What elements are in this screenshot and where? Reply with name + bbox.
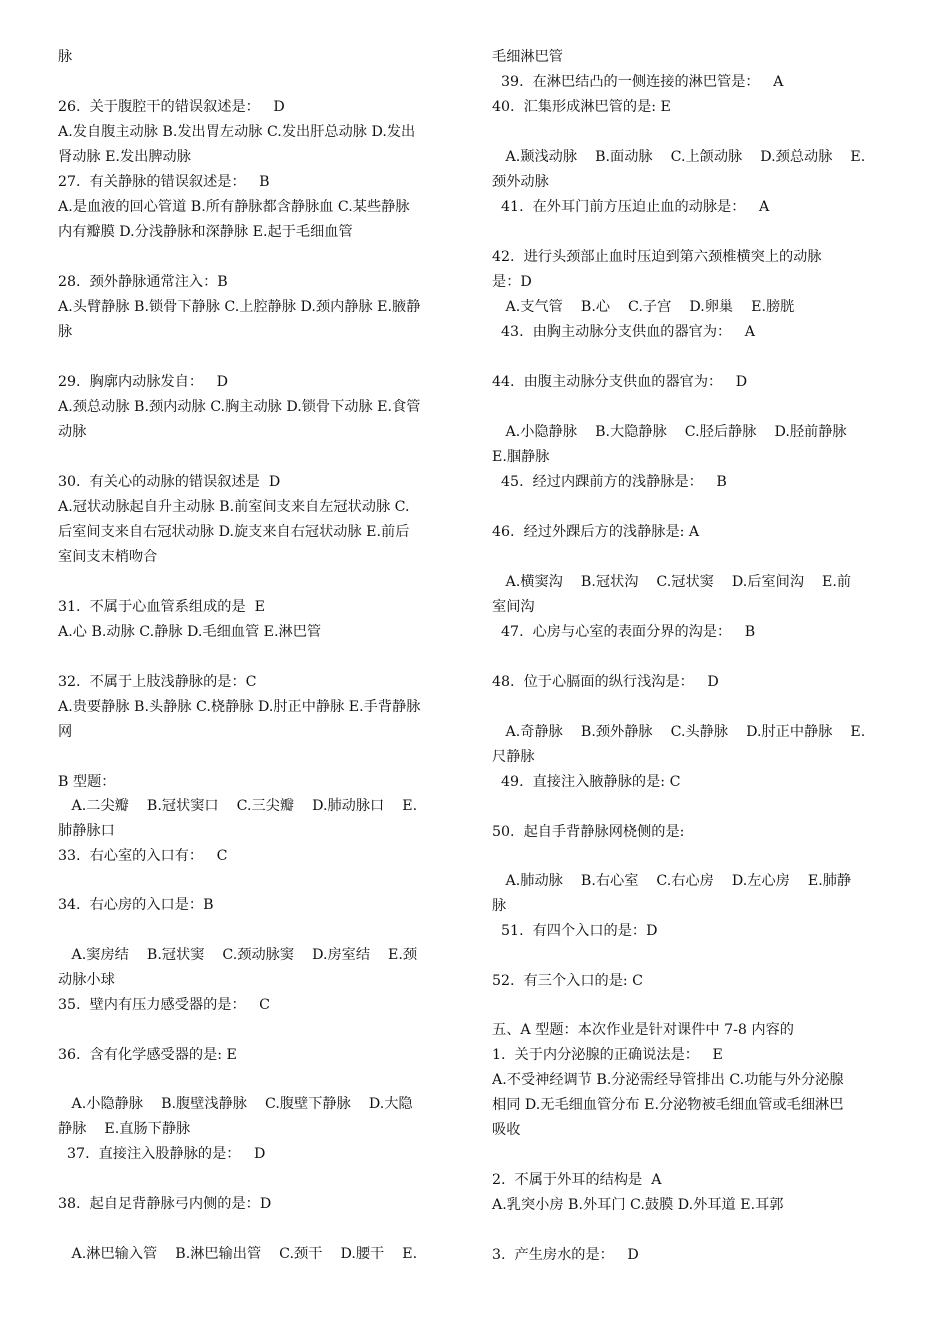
text-line: 26. 关于腹腔干的错误叙述是： D bbox=[58, 99, 285, 115]
text-line: 脉 bbox=[58, 49, 73, 65]
text-line: 2. 不属于外耳的结构是 A bbox=[492, 1172, 662, 1188]
text-line: 室间支末梢吻合 bbox=[58, 549, 158, 565]
text-line: 45. 经过内踝前方的浅静脉是： B bbox=[492, 474, 727, 490]
text-line: 尺静脉 bbox=[492, 749, 535, 765]
text-line: A.是血液的回心管道 B.所有静脉都含静脉血 C.某些静脉 bbox=[58, 199, 410, 215]
text-line: 脉 bbox=[58, 324, 73, 340]
text-line: A.肺动脉 B.右心室 C.右心房 D.左心房 E.肺静 bbox=[492, 873, 852, 889]
text-line: 31. 不属于心血管系组成的是 E bbox=[58, 599, 266, 615]
text-line: 吸收 bbox=[492, 1122, 521, 1138]
text-line: A.奇静脉 B.颈外静脉 C.头静脉 D.肘正中静脉 E. bbox=[492, 724, 866, 740]
text-line: 28. 颈外静脉通常注入：B bbox=[58, 274, 228, 290]
text-line: 毛细淋巴管 bbox=[492, 49, 563, 65]
text-line: A.颈总动脉 B.颈内动脉 C.胸主动脉 D.锁骨下动脉 E.食管 bbox=[58, 399, 421, 415]
text-line: 27. 有关静脉的错误叙述是： B bbox=[58, 174, 270, 190]
text-line: 33. 右心室的入口有： C bbox=[58, 848, 228, 864]
text-line: 51. 有四个入口的是：D bbox=[492, 923, 658, 939]
text-line: E.腘静脉 bbox=[492, 449, 550, 465]
text-line: 30. 有关心的动脉的错误叙述是 D bbox=[58, 474, 281, 490]
text-line: 43. 由胸主动脉分支供血的器官为： A bbox=[492, 324, 756, 340]
text-line: A.头臂静脉 B.锁骨下静脉 C.上腔静脉 D.颈内静脉 E.腋静 bbox=[58, 299, 421, 315]
text-line: 动脉 bbox=[58, 424, 87, 440]
text-line: 肺静脉口 bbox=[58, 823, 115, 839]
text-line: 相同 D.无毛细血管分布 E.分泌物被毛细血管或毛细淋巴 bbox=[492, 1097, 844, 1113]
text-line: 内有瓣膜 D.分浅静脉和深静脉 E.起于毛细血管 bbox=[58, 224, 353, 240]
text-line: 网 bbox=[58, 724, 73, 740]
text-line: 38. 起自足背静脉弓内侧的是：D bbox=[58, 1196, 272, 1212]
text-line: A.小隐静脉 B.腹壁浅静脉 C.腹壁下静脉 D.大隐 bbox=[58, 1096, 413, 1112]
text-line: 是：D bbox=[492, 274, 532, 290]
text-line: 36. 含有化学感受器的是: E bbox=[58, 1047, 237, 1063]
text-line: 1. 关于内分泌腺的正确说法是： E bbox=[492, 1047, 723, 1063]
text-line: 五、A 型题：本次作业是针对课件中 7-8 内容的 bbox=[492, 1022, 794, 1038]
text-line: A.小隐静脉 B.大隐静脉 C.胫后静脉 D.胫前静脉 bbox=[492, 424, 847, 440]
text-line: 40. 汇集形成淋巴管的是: E bbox=[492, 99, 671, 115]
text-line: 47. 心房与心室的表面分界的沟是： B bbox=[492, 624, 756, 640]
text-line: 脉 bbox=[492, 898, 507, 914]
text-line: 46. 经过外踝后方的浅静脉是: A bbox=[492, 524, 700, 540]
text-line: A.乳突小房 B.外耳门 C.鼓膜 D.外耳道 E.耳郭 bbox=[492, 1197, 784, 1213]
text-line: A.发自腹主动脉 B.发出胃左动脉 C.发出肝总动脉 D.发出 bbox=[58, 124, 416, 140]
text-line: A.冠状动脉起自升主动脉 B.前室间支来自左冠状动脉 C. bbox=[58, 499, 410, 515]
text-line: 34. 右心房的入口是：B bbox=[58, 897, 214, 913]
text-line: 室间沟 bbox=[492, 599, 535, 615]
text-line: A.贵要静脉 B.头静脉 C.桡静脉 D.肘正中静脉 E.手背静脉 bbox=[58, 699, 421, 715]
text-line: 52. 有三个入口的是: C bbox=[492, 973, 644, 989]
text-line: A.心 B.动脉 C.静脉 D.毛细血管 E.淋巴管 bbox=[58, 624, 322, 640]
text-line: 静脉 E.直肠下静脉 bbox=[58, 1121, 191, 1137]
text-line: 50. 起自手背静脉网桡侧的是: bbox=[492, 824, 685, 840]
text-line: 肾动脉 E.发出脾动脉 bbox=[58, 149, 191, 165]
text-line: A.颞浅动脉 B.面动脉 C.上颌动脉 D.颈总动脉 E. bbox=[492, 149, 866, 165]
text-line: 29. 胸廓内动脉发自： D bbox=[58, 374, 228, 390]
text-line: 42. 进行头颈部止血时压迫到第六颈椎横突上的动脉 bbox=[492, 249, 822, 265]
text-line: A.二尖瓣 B.冠状窦口 C.三尖瓣 D.肺动脉口 E. bbox=[58, 798, 418, 814]
text-line: A.横窦沟 B.冠状沟 C.冠状窦 D.后室间沟 E.前 bbox=[492, 574, 852, 590]
text-line: 39. 在淋巴结凸的一侧连接的淋巴管是： A bbox=[492, 74, 784, 90]
text-line: A.支气管 B.心 C.子宫 D.卵巢 E.膀胱 bbox=[492, 299, 795, 315]
text-line: 41. 在外耳门前方压迫止血的动脉是： A bbox=[492, 199, 770, 215]
text-line: 32. 不属于上肢浅静脉的是：C bbox=[58, 674, 257, 690]
text-line: 3. 产生房水的是： D bbox=[492, 1247, 639, 1263]
text-line: 35. 壁内有压力感受器的是： C bbox=[58, 997, 271, 1013]
text-line: 49. 直接注入腋静脉的是: C bbox=[492, 774, 681, 790]
text-line: 37. 直接注入股静脉的是： D bbox=[58, 1146, 266, 1162]
text-line: 颈外动脉 bbox=[492, 174, 549, 190]
text-line: 44. 由腹主动脉分支供血的器官为： D bbox=[492, 374, 748, 390]
text-line: A.不受神经调节 B.分泌需经导管排出 C.功能与外分泌腺 bbox=[492, 1072, 844, 1088]
text-line: 动脉小球 bbox=[58, 972, 115, 988]
text-line: B 型题： bbox=[58, 774, 116, 790]
text-line: 后室间支来自右冠状动脉 D.旋支来自右冠状动脉 E.前后 bbox=[58, 524, 410, 540]
text-line: A.窦房结 B.冠状窦 C.颈动脉窦 D.房室结 E.颈 bbox=[58, 947, 418, 963]
text-line: 48. 位于心膈面的纵行浅沟是： D bbox=[492, 674, 719, 690]
text-line: A.淋巴输入管 B.淋巴输出管 C.颈干 D.腰干 E. bbox=[58, 1246, 418, 1262]
